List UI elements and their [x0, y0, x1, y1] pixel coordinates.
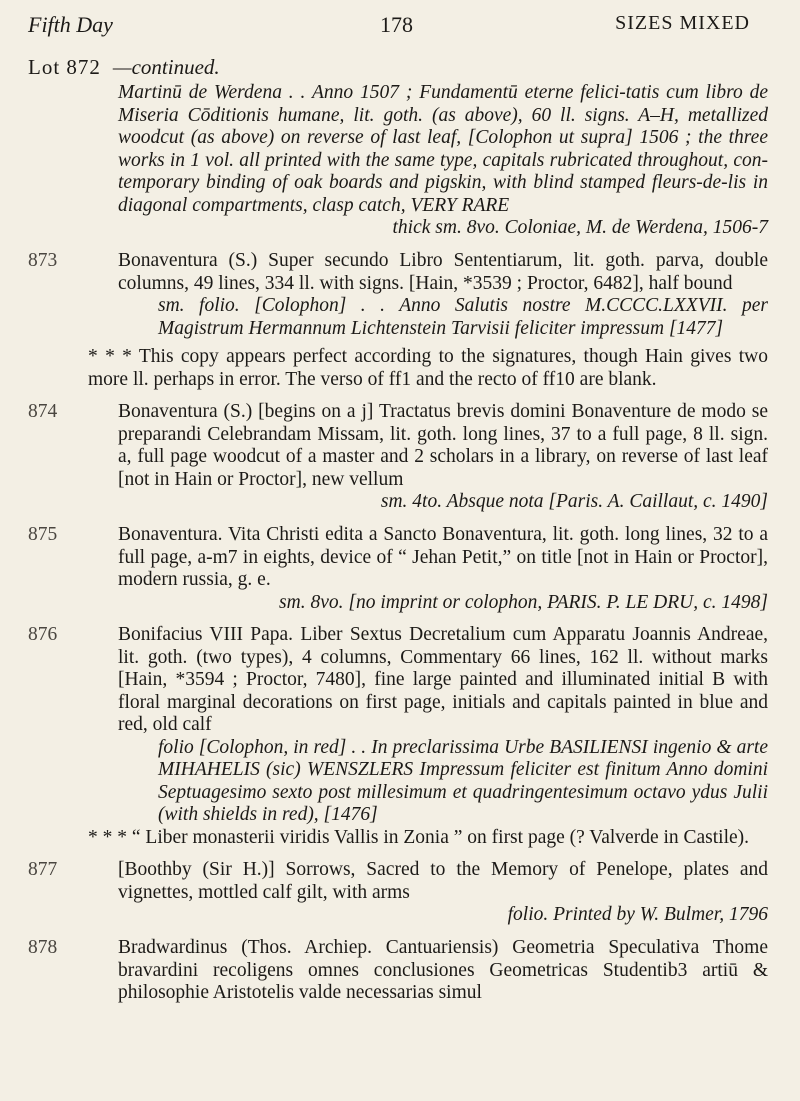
entry-imprint: sm. 8vo. [no imprint or colophon, PARIS. P. LE DRU, c. 1498] — [279, 591, 768, 613]
lot-entry-875 — [28, 524, 768, 614]
page-number: 178 — [380, 12, 413, 37]
entry-text: [Boothby (Sir H.)] Sorrows, Sacred to the Memory of Penelope, plates and vignettes, mottled calf gilt, with arms — [118, 859, 768, 903]
lot-entry-876 — [28, 624, 768, 849]
lot-number: 874 — [28, 401, 58, 422]
lot-entry-878 — [28, 937, 768, 1005]
entry-imprint: folio [Colophon, in red] . . In preclarissima Urbe BASILIENSI ingenio & arte MIHAHELIS (sic) WENSZLERS Impressum feliciter est finitum Anno domini Septuagesimo sexto post millesimum et quadringentesimum octavo ydus Julii (with shields in red), [1476] — [158, 736, 768, 825]
lot-entry-872-continued — [28, 82, 768, 240]
entry-text: Bonaventura. Vita Christi edita a Sancto Bonaventura, lit. goth. long lines, 32 to a full page, a-m7 in eights, device of “ Jehan Petit,” on title [not in Hain or Proctor], modern russia, g. e. — [118, 524, 768, 590]
lot-label: Lot 872 — [28, 55, 101, 79]
entry-text: Bonaventura (S.) [begins on a j] Tractatus brevis domini Bonaventure de modo se preparandi Celebrandam Missam, lit. goth. long lines, 37 to a full page, 8 ll. sign. a, full page woodcut of a master and 2 scholars in a library, on reverse of last leaf [not in Hain or Proctor], new vellum — [118, 401, 768, 490]
lot-continued: —continued. — [112, 55, 220, 79]
page-header — [28, 12, 750, 42]
entry-text: Bonifacius VIII Papa. Liber Sextus Decretalium cum Apparatu Joannis Andreae, lit. goth. (two types), 4 columns, Commentary 66 lines, 162 ll. without marks [Hain, *3594 ; Proctor, 7480], fine large painted and illuminated initial B with floral marginal decorations on first page, initials and capitals painted in blue and red, old calf — [118, 624, 768, 735]
entry-imprint: sm. 4to. Absque nota [Paris. A. Caillaut, c. 1490] — [380, 491, 768, 512]
entry-text: Bradwardinus (Thos. Archiep. Cantuariensis) Geometria Speculativa Thome bravardini recoligens omnes conclusiones Geometricas Studentib3 artiū & philosophie Aristotelis valde necessarias simul — [118, 937, 768, 1003]
lot-number: 878 — [28, 937, 58, 958]
entry-text: Bonaventura (S.) Super secundo Libro Sententiarum, lit. goth. parva, double columns, 49 lines, 334 ll. with signs. [Hain, *3539 ; Proctor, 6482], half bound — [118, 250, 768, 294]
entry-imprint: folio. Printed by W. Bulmer, 1796 — [507, 904, 768, 925]
lot-entry-873 — [28, 250, 768, 391]
lot-entry-877 — [28, 859, 768, 927]
lot-number: 877 — [28, 859, 58, 880]
entry-note: * * * “ Liber monasterii viridis Vallis in Zonia ” on first page (? Valverde in Castile). — [88, 826, 750, 848]
lot-number: 876 — [28, 624, 58, 645]
entry-imprint: thick sm. 8vo. Coloniae, M. de Werdena, 1506-7 — [392, 217, 768, 238]
lot-number: 873 — [28, 250, 58, 271]
entry-text: Martinū de Werdena . . Anno 1507 ; Fundamentū eterne felici-tatis cum libro de Miseria Cōditionis humane, lit. goth. (as above), 60 ll. signs. A–H, metallized woodcut (as above) on reverse of last leaf, [Colophon ut supra] 1506 ; the three works in 1 vol. all printed with the same type, capitals rubricated throughout, con-temporary binding of oak boards and pigskin, with blind stamped fleurs-de-lis in diagonal compartments, clasp catch, VERY RARE — [118, 82, 768, 216]
lot-number: 875 — [28, 524, 58, 545]
running-head-day: Fifth Day — [28, 12, 113, 37]
lot-entry-874 — [28, 401, 768, 514]
entry-imprint: sm. folio. [Colophon] . . Anno Salutis nostre M.CCCC.LXXVII. per Magistrum Hermannum Lichtenstein Tarvisii feliciter impressum [1477] — [158, 295, 768, 339]
running-head-section: SIZES MIXED — [615, 12, 750, 34]
entry-note: * * * This copy appears perfect according to the signatures, though Hain gives two more ll. perhaps in error. The verso of ff1 and the recto of ff10 are blank. — [88, 346, 768, 390]
lot-heading — [28, 55, 220, 80]
